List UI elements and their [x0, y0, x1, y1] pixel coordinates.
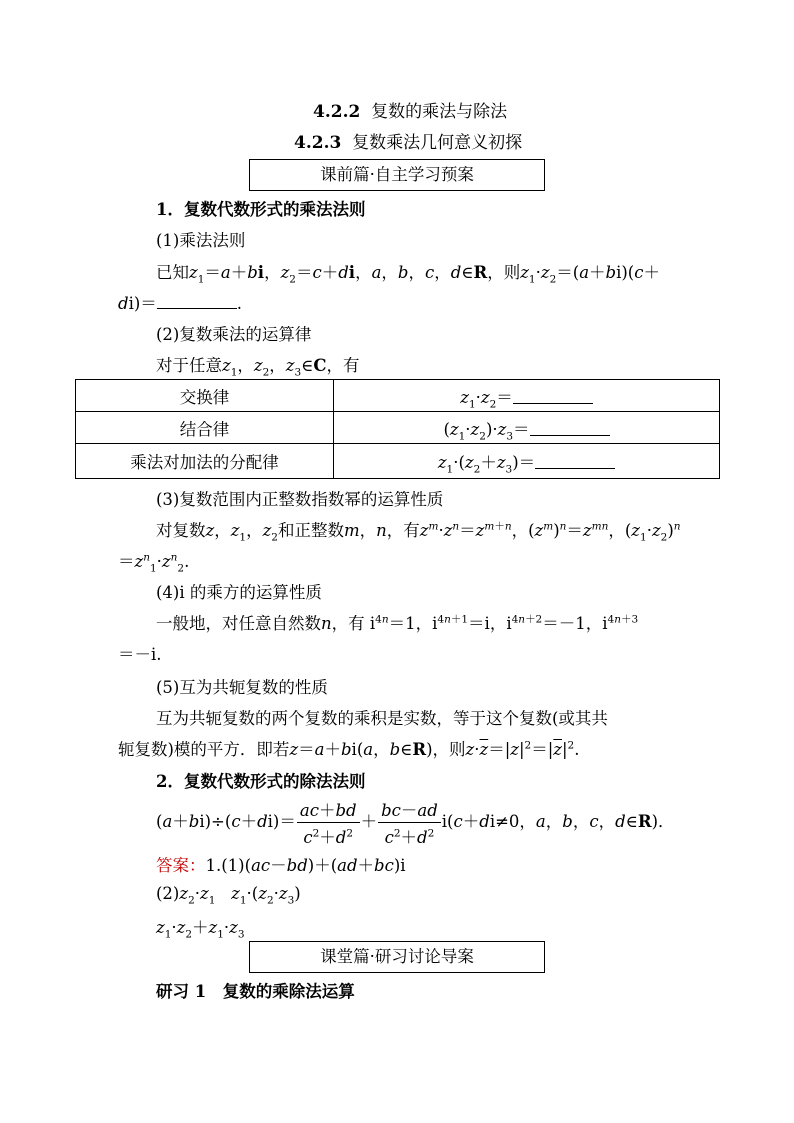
imag-part-fraction: $\frac{bc-ad}{c^2+d^2}$: [378, 797, 441, 848]
conjugate-line2: 轭复数)模的平方．即若z＝a＋bi(a，b∈R)，则$z\cdot\overline{z}=|z|^2=|\overline{z}|^2$.: [118, 739, 580, 759]
item5-heading: (5)互为共轭复数的性质: [156, 678, 328, 697]
operation-laws-table: [75, 379, 720, 479]
item1-heading: 1．复数代数形式的乘法法则: [156, 200, 366, 219]
table-row: [76, 412, 720, 444]
item1-sub1: (1)乘法法则: [156, 231, 246, 250]
item1-sub2: (2)复数乘法的运算律: [156, 325, 312, 344]
answer-line3: $z_1\cdot z_2+z_1\cdot z_3$: [156, 918, 245, 941]
study-1-heading: 研习 1 复数的乘除法运算: [156, 982, 355, 1001]
item1-sub2-intro: 对于任意$z_1$，$z_2$，$z_3\in C$，有: [156, 356, 360, 379]
division-rule: (a＋bi)÷(c＋di)＝ $\frac{ac+bd}{c^2+d^2}$ ＋ $\frac{bc-ad}{c^2+d^2}$ i(c＋di≠0，a，b，c，d∈R)．: [156, 797, 675, 848]
title-line-2: 4.2.3 复数乘法几何意义初探: [294, 133, 523, 153]
multiplication-rule-line1: 已知$z_1=a+bi$，$z_2=c+di$，a，b，c，d∈R，则$z_1\cdot z_2=(a+bi)(c+$: [156, 263, 660, 286]
title-line-1: 4.2.2 复数的乘法与除法: [313, 102, 508, 122]
law-formula-cell: $z_1\cdot(z_2+z_3)=$: [334, 444, 720, 479]
answer-line1: 答案：1.(1)(ac－bd)＋(ad＋bc)i: [156, 856, 406, 875]
conjugate-line1: 互为共轭复数的两个复数的乘积是实数，等于这个复数(或其共: [156, 709, 608, 728]
table-row: [76, 444, 720, 479]
power-rules-line1: 对复数z，$z_1$，$z_2$和正整数m，n，有$z^m\cdot z^n=z^{m+n}$，$(z^m)^n=z^{mn}$，$(z_1\cdot z_2)^n$: [156, 520, 681, 544]
item3-heading: (3)复数范围内正整数指数幂的运算性质: [156, 490, 444, 509]
law-name-cell: 乘法对加法的分配律: [76, 444, 334, 479]
law-formula-cell: $z_1\cdot z_2=$: [334, 380, 720, 412]
law-name-cell: 交换律: [76, 380, 334, 412]
section-header-preview: 课前篇·自主学习预案: [249, 159, 545, 191]
law-formula-cell: $(z_1\cdot z_2)\cdot z_3=$: [334, 412, 720, 444]
real-part-fraction: $\frac{ac+bd}{c^2+d^2}$: [297, 797, 360, 848]
answer-line2: $(2)z_2\cdot z_1$ $z_1\cdot(z_2\cdot z_3)$: [156, 884, 301, 907]
i-powers-line2: ＝－i.: [118, 645, 162, 664]
i-powers-line1: 一般地，对任意自然数n，有 $i^{4n}=1$，$i^{4n+1}=i$，$i^{4n+2}=-1$，$i^{4n+3}$: [156, 613, 639, 633]
answer-label: 答案：: [156, 856, 206, 875]
item2-heading: 2．复数代数形式的除法法则: [156, 772, 366, 791]
power-rules-line2: $=z^n_1\cdot z^n_2$.: [118, 551, 190, 575]
multiplication-rule-line2: di)＝ .: [118, 290, 242, 314]
section-header-classroom: 课堂篇·研习讨论导案: [249, 941, 545, 973]
law-name-cell: 结合律: [76, 412, 334, 444]
table-row: [76, 380, 720, 412]
item4-heading: (4)i 的乘方的运算性质: [156, 583, 322, 602]
